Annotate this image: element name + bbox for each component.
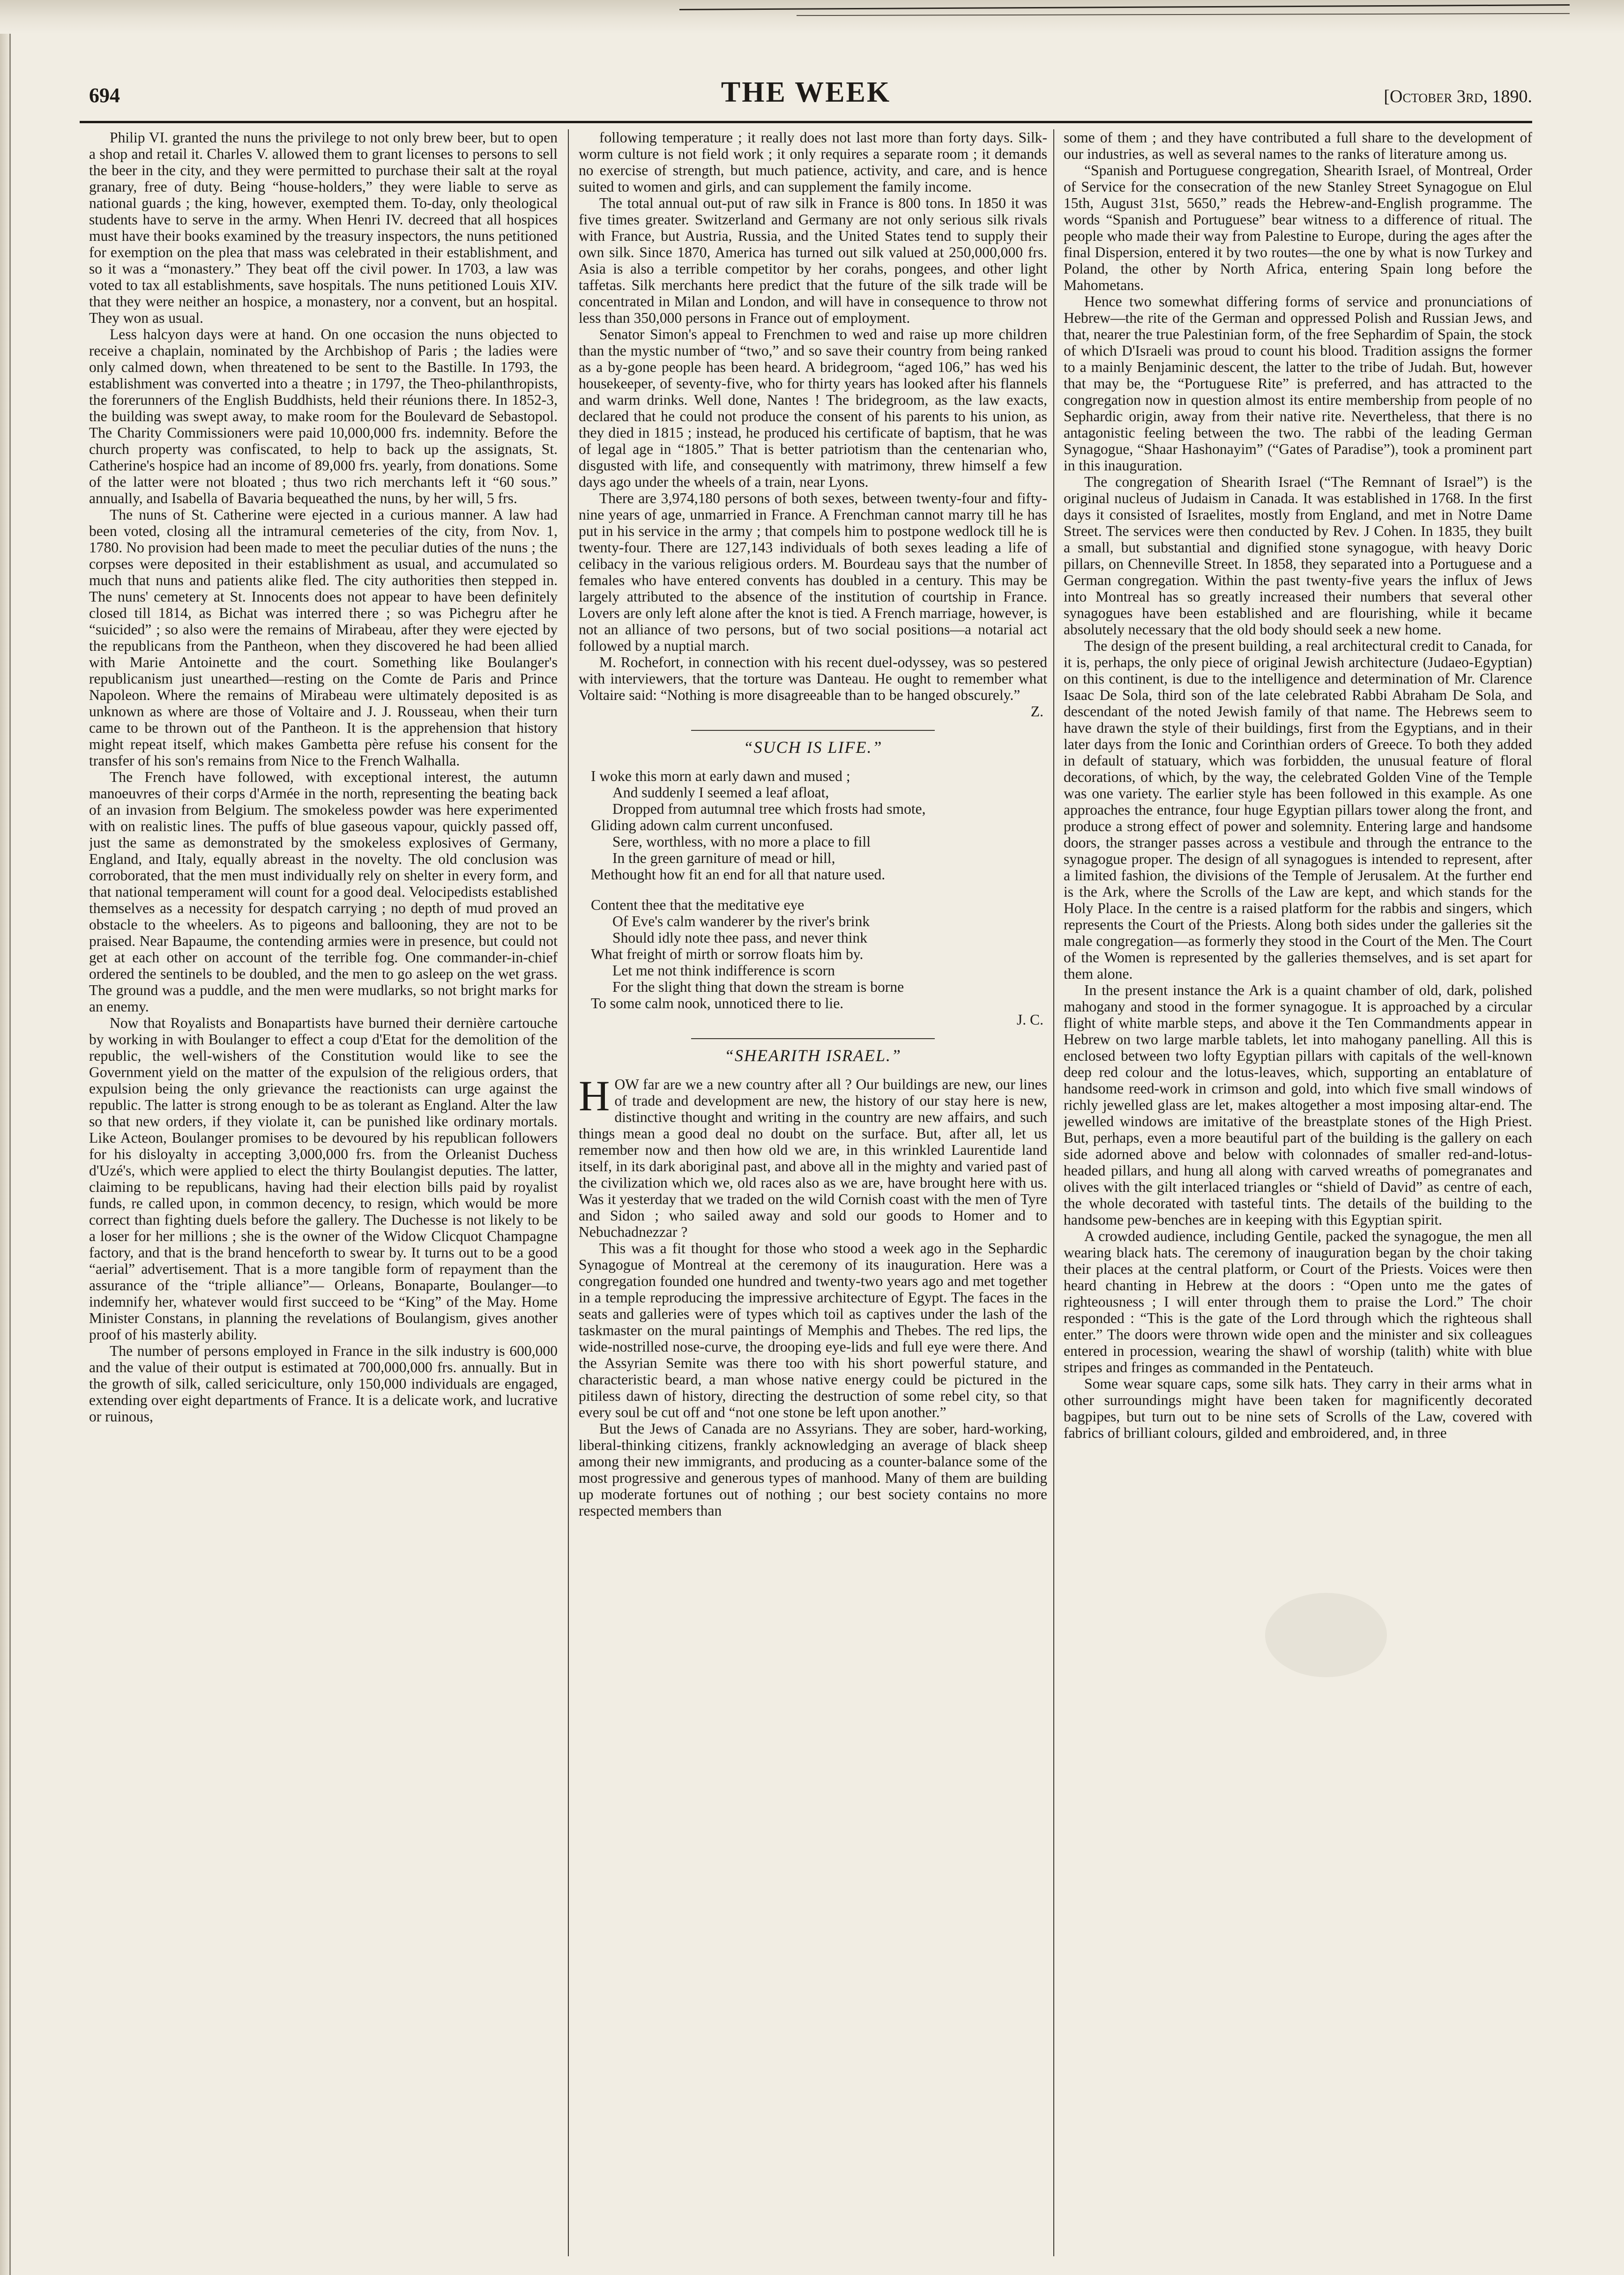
poem-line: Methought how fit an end for all that nature used. <box>591 866 886 883</box>
column-divider <box>1053 129 1054 2256</box>
section-separator <box>691 730 935 731</box>
paragraph: The number of persons employed in France in the silk industry is 600,000 and the value of their output is estimated at 700,000,000 frs. annually. But in the growth of silk, called sericiculture, only 150,000 individuals are engaged, extending over eight departments of France. It is a delicate work, and lucrative or ruinous, <box>89 1343 558 1425</box>
paragraph: Less halcyon days were at hand. On one occasion the nuns objected to receive a chaplain, nominated by the Archbishop of Paris ; the ladies were only calmed down, when threatened to be sent to the Bastille. In 1793, the establishment was converted into a theatre ; in 1797, the Theo-philanthropists, the forerunners of the English Buddhists, held their réunions there. In 1852-3, the building was swept away, to make room for the Boulevard de Sebastopol. The Charity Commissioners were paid 10,000,000 frs. indemnity. Before the church property was confiscated, to help to back up the assignats, St. Catherine's hospice had an income of 89,000 frs. yearly, from donations. Some of the latter were not bloated ; thus two rich merchants left it “60 sous.” annually, and Isabella of Bavaria bequeathed the nuns, by her will, 5 frs. <box>89 326 558 506</box>
paragraph <box>579 1072 1047 1240</box>
poem-line: Should idly note thee pass, and never think <box>612 929 868 946</box>
section-separator <box>691 1038 935 1039</box>
stanza-gap <box>591 883 1047 897</box>
paragraph: The design of the present building, a real architectural credit to Canada, for it is, perhaps, the only piece of original Jewish architecture (Judaeo-Egyptian) on this continent, is due to the intelligence and determination of Mr. Clarence Isaac De Sola, third son of the late celebrated Rabbi Abraham De Sola, and descendant of the noted Jewish family of that name. The Hebrews seem to have drawn the style of their buildings, first from the Egyptians, and in their later days from the Ionic and Corinthian orders of Greece. To both they added in default of statuary, which was forbidden, the unusual feature of floral decorations, of which, by the way, the celebrated Golden Vine of the Temple was one variety. The earlier style has been followed in this example. As one approaches the entrance, four huge Egyptian pillars tower along the front, and produce a strong effect of power and solemnity. Entering large and handsome doors, the stranger passes across a vestibule and through the entrance to the synagogue proper. The design of all synagogues is intended to represent, after a limited fashion, the divisions of the Temple of Jerusalem. At the further end is the Ark, where the Scrolls of the Law are kept, and which stands for the Holy Place. In the centre is a raised platform for the rabbis and singers, which represents the Court of the Priests. Along both sides under the galleries sit the male congregation—as formerly they stood in the Court of the Men. The Court of the Women is represented by the galleries themselves, and is set apart for them alone. <box>1064 638 1532 982</box>
poem-signature: J. C. <box>1016 1011 1043 1028</box>
article-title: “SHEARITH ISRAEL.” <box>724 1046 901 1065</box>
paragraph: Now that Royalists and Bonapartists have burned their dernière cartouche by working in with Boulanger to effect a coup d'Etat for the demolition of the republic, the well-wishers of the Constitution would like to see the Government yield on the matter of the expulsion of the religious orders, that expulsion being the only grievance the reactionists can urge against the republic. The latter is strong enough to be as tolerant as England. Alter the law so that new orders, if they violate it, can be punished like ordinary mortals. Like Acteon, Boulanger promises to be devoured by his republican followers for his disloyalty in accepting 3,000,000 frs. from the Orleanist Duchess d'Uzé's, which were applied to elect the thirty Boulangist deputies. The latter, claiming to be republicans, having had their election bills paid by royalist funds, re called upon, in common decency, to resign, which would be more correct than fighting duels before the gallery. The Duchesse is not likely to be a loser for her millions ; she is the owner of the Widow Clicquot Champagne factory, and that is the brand henceforth to swear by. It turns out to be a good “aerial” advertisement. That is a more tangible form of repayment than the assurance of the “triple alliance”— Orleans, Bonaparte, Boulanger—to indemnify her, whatever would first succeed to be “King” of the May. Home Minister Constans, in planning the revelations of Boulangism, gives another proof of his masterly ability. <box>89 1015 558 1343</box>
author-signature: Z. <box>1030 703 1043 720</box>
poem-title: “SUCH IS LIFE.” <box>743 738 883 757</box>
drop-cap: H <box>579 1072 610 1120</box>
poem-line: Dropped from autumnal tree which frosts had smote, <box>612 801 926 817</box>
binding-edge <box>0 0 11 2275</box>
poem-line: Sere, worthless, with no more a place to fill <box>612 833 871 850</box>
poem-line: And suddenly I seemed a leaf afloat, <box>612 784 829 801</box>
paragraph: In the present instance the Ark is a quaint chamber of old, dark, polished mahogany and stood in the former synagogue. It is approached by a circular flight of white marble steps, and above it the Ten Commandments appear in Hebrew on two large marble tablets, let into mahogany panelling. All this is enclosed between two lofty Egyptian pillars with capitals of the well-known deep red colour and the lotus-leaves, which, supporting an entablature of handsome reed-work in crimson and gold, into which five small windows of richly jewelled glass are let, makes altogether a most imposing altar-end. The jewelled windows are imitative of the breastplate stones of the High Priest. But, perhaps, even a more beautiful part of the building is the gallery on each side adorned above and below with colonnades of smaller red-and-lotus-headed pillars, and hung all along with carved wreaths of pomegranates and olives with the gilt interlaced triangles or “shield of David” as centre of each, the whole decorated with tasteful tints. The details of the building to the handsome pew-benches are in keeping with this Egyptian spirit. <box>1064 982 1532 1228</box>
column-1 <box>89 129 558 2256</box>
poem-line: Let me not think indifference is scorn <box>612 962 835 979</box>
column-3 <box>1064 129 1532 2256</box>
paragraph: some of them ; and they have contributed a full share to the development of our industries, as well as several names to the ranks of literature among us. <box>1064 129 1532 162</box>
paragraph: But the Jews of Canada are no Assyrians. They are sober, hard-working, liberal-thinking citizens, frankly acknowledging an average of black sheep among their new immigrants, and producing as a counter-balance some of the most progressive and generous types of manhood. Many of them are building up moderate fortunes out of nothing ; our best society contains no more respected members than <box>579 1420 1047 1519</box>
issue-date: [October 3rd, 1890. <box>1384 87 1532 106</box>
poem-line: Content thee that the meditative eye <box>591 897 805 913</box>
paragraph: The total annual out-put of raw silk in France is 800 tons. In 1850 it was five times greater. Switzerland and Germany are not only serious silk rivals with France, but Austria, Russia, and the United States tend to supply their own silk. Since 1870, America has turned out silk valued at 250,000,000 frs. Asia is also a terrible competitor by her corahs, pongees, and other light taffetas. Silk merchants here predict that the future of the silk trade will be concentrated in Milan and London, and will have in consequence to throw not less than 350,000 persons in France out of employment. <box>579 195 1047 326</box>
page-header <box>80 76 1532 116</box>
poem-line: What freight of mirth or sorrow floats him by. <box>591 946 864 962</box>
paragraph: Philip VI. granted the nuns the privilege to not only brew beer, but to open a shop and retail it. Charles V. allowed them to grant licenses to persons to sell the beer in the city, and they were permitted to purchase their salt at the royal granary, free of duty. Being “house-holders,” they were liable to serve as national guards ; the king, however, exempted them. To-day, only theological students have to serve in the army. When Henri IV. decreed that all hospices must have their books examined by the treasury inspectors, the nuns petitioned for exemption on the plea that mass was celebrated in their establishment, and so it was a “monastery.” They beat off the civil power. In 1703, a law was voted to tax all establishments, save hospitals. The nuns petitioned Louis XIV. that they were neither an hospice, a monastery, nor a convent, but an hospital. They won as usual. <box>89 129 558 326</box>
paragraph: There are 3,974,180 persons of both sexes, between twenty-four and fifty-nine years of age, unmarried in France. A Frenchman cannot marry till he has put in his service in the army ; that compels him to postpone wedlock till he is twenty-four. There are 127,143 individuals of both sexes leading a life of celibacy in the various religious orders. M. Bourdeau says that the number of females who have entered convents has doubled in a century. This may be largely attributed to the absence of the institution of courtship in France. Lovers are only left alone after the knot is tied. A French marriage, however, is not an alliance of two persons, but of two social positions—a notarial act followed by a nuptial march. <box>579 490 1047 654</box>
paragraph: This was a fit thought for those who stood a week ago in the Sephardic Synagogue of Montreal at the ceremony of its inauguration. Here was a congregation founded one hundred and twenty-two years ago and met together in a temple reproducing the impressive architecture of Egypt. The faces in the seats and galleries were of types which toil as captives under the lash of the taskmaster on the mural paintings of Memphis and Thebes. The red lips, the wide-nostrilled nose-curve, the drooping eye-lids and full eye were there. And the Assyrian Semite was there too with his short powerful stature, and characteristic beard, a man whose native energy could be pictured in the pitiless dawn of history, directing the destruction of some rebel city, so that every soul be cut off and “not one stone be left upon another.” <box>579 1240 1047 1420</box>
paragraph: Some wear square caps, some silk hats. They carry in their arms what in other surroundings might have been taken for magnificently decorated bagpipes, but turn out to be nine sets of Scrolls of the Law, covered with fabrics of brilliant colours, gilded and embroidered, and, in three <box>1064 1375 1532 1441</box>
poem-line: I woke this morn at early dawn and mused ; <box>591 768 850 784</box>
column-divider <box>568 129 569 2256</box>
poem-line: To some calm nook, unnoticed there to lie. <box>591 995 844 1011</box>
header-rule <box>80 121 1532 123</box>
paragraph: The French have followed, with exceptional interest, the autumn manoeuvres of their corps d'Armée in the north, representing the beating back of an invasion from Belgium. The smokeless powder was here experimented with on realistic lines. The puffs of blue gaseous vapour, quickly passed off, just the same as demonstrated by the smokeless explosives of Germany, England, and Italy, equally abreast in the novelty. The old conclusion was corroborated, that the men must individually rely on shelter in every form, and that national temperament will count for a good deal. Velocipedists established themselves as a necessity for despatch carrying ; no depth of mud proved an obstacle to the wheelers. As to pigeons and ballooning, they are not to be praised. Near Bapaume, the contending armies were in presence, but could not get at each other on account of the terrible fog. One commander-in-chief ordered the sentinels to be doubled, and the men to go asleep on the wet grass. The ground was a puddle, and the men were mudlarks, so not bright marks for an enemy. <box>89 769 558 1015</box>
paragraph: M. Rochefort, in connection with his recent duel-odyssey, was so pestered with interviewers, that the torture was Danteau. He ought to remember what Voltaire said: “Nothing is more disagreeable than to be hanged obscurely.” <box>579 654 1047 703</box>
paragraph: Hence two somewhat differing forms of service and pronunciations of Hebrew—the rite of the German and oppressed Polish and Russian Jews, and that, nearer the true Palestinian form, of the free Sephardim of Spain, the stock of which D'Israeli was proud to count his blood. Tradition assigns the former to a mainly Benjaminic descent, the latter to the tribe of Judah. But, however that may be, the “Portuguese Rite” is preferred, and has attracted to the congregation now in question almost its entire membership from people of no Sephardic origin, away from their native rite. Nevertheless, that there is no antagonistic feeling between the two. The rabbi of the leading German Synagogue, “Shaar Hashonayim” (“Gates of Paradise”), took a prominent part in this inauguration. <box>1064 293 1532 474</box>
page-number: 694 <box>89 84 120 107</box>
poem-line: Gliding adown calm current unconfused. <box>591 817 833 833</box>
article-lead-text: OW far are we a new country after all ? Our buildings are new, our lines of trade and development are new, the history of our stay here is new, distinctive thought and writing in the country are new affairs, and such things mean a good deal no doubt on the surface. But, after all, let us remember now and then how old we are, in this wrinkled Laurentide land itself, in its dark aboriginal past, and above all in the mighty and varied past of the civilization which we, old races also as we are, have brought here with us. Was it yesterday that we traded on the wild Cornish coast with the men of Tyre and Sidon ; who sailed away and sold our goods to Homer and to Nebuchadnezzar ? <box>579 1076 1047 1240</box>
poem-line: Of Eve's calm wanderer by the river's brink <box>612 913 870 929</box>
poem-line: For the slight thing that down the stream is borne <box>612 979 904 995</box>
paragraph: A crowded audience, including Gentile, packed the synagogue, the men all wearing black hats. The ceremony of inauguration began by the choir taking their places at the central platform, or Court of the Priests. Voices were then heard chanting in Hebrew at the doors : “Open unto me the gates of righteousness ; I will enter through them to praise the Lord.” The choir responded : “This is the gate of the Lord through which the righteous shall enter.” The doors were thrown wide open and the minister and six colleagues entered in procession, wearing the shawl of worship (talith) white with blue stripes and fringes as commanded in the Pentateuch. <box>1064 1228 1532 1375</box>
paragraph: “Spanish and Portuguese congregation, Shearith Israel, of Montreal, Order of Service for the consecration of the new Stanley Street Synagogue on Elul 15th, August 31st, 5650,” reads the Hebrew-and-English programme. The words “Spanish and Portuguese” bear witness to a difference of ritual. The people who made their way from Palestine to Europe, during the ages after the final Dispersion, entered it by two routes—the one by what is now Turkey and Poland, the other by North Africa, entering Spain long before the Mahometans. <box>1064 162 1532 293</box>
paragraph: The nuns of St. Catherine were ejected in a curious manner. A law had been voted, closing all the intramural cemeteries of the city, from Nov. 1, 1780. No provision had been made to meet the peculiar duties of the nuns ; the corpses were deposited in their establishment as usual, and accumulated so much that nuns and patients alike fled. The city authorities then stepped in. The nuns' cemetery at St. Innocents does not appear to have been definitely closed till 1814, as Bichat was interred there ; so was Pichegru after he “suicided” ; so also were the remains of Mirabeau, after they were ejected by the republicans from the Pantheon, when they discovered he had been allied with Marie Antoinette and the court. Something like Boulanger's republicanism just unearthed—resting on the Comte de Paris and Prince Napoleon. Where the remains of Mirabeau were ultimately deposited is as unknown as where are those of Voltaire and J. J. Rousseau, when their turn came to be thrown out of the Pantheon. It is the apprehension that history might repeat itself, which makes Gambetta père refuse his consent for the transfer of his son's remains from Nice to the French Walhalla. <box>89 506 558 769</box>
masthead-title: THE WEEK <box>721 76 891 108</box>
paragraph: Senator Simon's appeal to Frenchmen to wed and raise up more children than the mystic number of “two,” and so save their country from being ranked as a by-gone people has been heard. A bridegroom, “aged 106,” has wed his housekeeper, of seventy-five, who for thirty years has looked after his flannels and warm drinks. Well done, Nantes ! The bridegroom, as the law exacts, declared that he could not produce the consent of his parents to his union, as they died in 1815 ; instead, he produced his certificate of baptism, that he was of legal age in “1805.” That is better patriotism than the centenarian who, disgusted with life, and consequently with matrimony, threw himself a few days ago under the wheels of a train, near Lyons. <box>579 326 1047 490</box>
poem <box>591 768 1047 1011</box>
paragraph: The congregation of Shearith Israel (“The Remnant of Israel”) is the original nucleus of Judaism in Canada. It was established in 1768. In the first days it consisted of Israelites, mostly from England, and met in Notre Dame Street. The services were then conducted by Rev. J Cohen. In 1835, they built a small, but substantial and dignified stone synagogue, with heavy Doric pillars, on Chenneville Street. In 1858, they separated into a Portuguese and a German congregation. Within the past twenty-five years the influx of Jews into Montreal has so greatly increased their numbers that several other synagogues have been established and are flourishing, while it became absolutely necessary that the old body should seek a new home. <box>1064 474 1532 638</box>
poem-line: In the green garniture of mead or hill, <box>612 850 835 866</box>
paragraph: following temperature ; it really does not last more than forty days. Silk-worm culture is not field work ; it only requires a separate room ; it demands no exercise of strength, but much patience, activity, and care, and is hence suited to women and girls, and can supplement the family income. <box>579 129 1047 195</box>
column-2 <box>579 129 1047 2256</box>
